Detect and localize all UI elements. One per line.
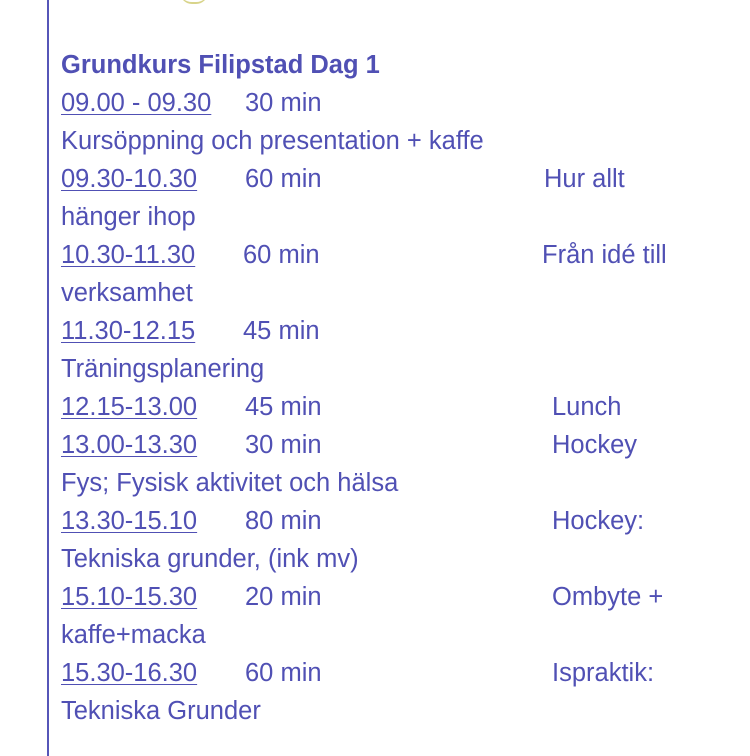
schedule-heading: Grundkurs Filipstad Dag 1: [61, 51, 380, 79]
session-title: Hockey:: [552, 507, 645, 535]
schedule-row-continuation: Tekniska Grunder: [61, 697, 261, 725]
schedule-row-continuation: Fys; Fysisk aktivitet och hälsa: [61, 469, 399, 497]
schedule-row-continuation: Tekniska grunder, (ink mv): [61, 545, 359, 573]
schedule-row: [61, 236, 731, 274]
duration: 60 min: [243, 241, 320, 269]
schedule-row: [61, 654, 731, 692]
session-title: Lunch: [552, 393, 622, 421]
left-margin-rule: [47, 0, 49, 756]
schedule-row-continuation: hänger ihop: [61, 203, 196, 231]
duration: 45 min: [243, 317, 320, 345]
duration: 20 min: [245, 583, 322, 611]
schedule-row: [61, 426, 731, 464]
session-title: Från idé till: [542, 241, 667, 269]
top-decoration: [180, 0, 208, 4]
duration: 45 min: [245, 393, 322, 421]
time-link[interactable]: 12.15-13.00: [61, 393, 198, 421]
schedule-content: [61, 46, 731, 730]
session-title: Ombyte +: [552, 583, 664, 611]
schedule-row: [61, 502, 731, 540]
time-link[interactable]: 11.30-12.15: [61, 317, 196, 345]
duration: 60 min: [245, 659, 322, 687]
time-link[interactable]: 15.30-16.30: [61, 659, 198, 687]
schedule-row: [61, 312, 731, 350]
time-link[interactable]: 09.30-10.30: [61, 165, 198, 193]
duration: 80 min: [245, 507, 322, 535]
duration: 60 min: [245, 165, 322, 193]
schedule-row-continuation: verksamhet: [61, 279, 193, 307]
schedule-row: [61, 388, 731, 426]
schedule-row-continuation: kaffe+macka: [61, 621, 206, 649]
schedule-row: [61, 578, 731, 616]
session-title: Hockey: [552, 431, 638, 459]
duration: 30 min: [245, 89, 322, 117]
schedule-row: [61, 84, 731, 122]
session-title: Hur allt: [544, 165, 625, 193]
time-link[interactable]: 10.30-11.30: [61, 241, 196, 269]
time-link[interactable]: 13.30-15.10: [61, 507, 198, 535]
time-link[interactable]: 15.10-15.30: [61, 583, 198, 611]
schedule-row-continuation: Träningsplanering: [61, 355, 265, 383]
time-link[interactable]: 09.00 - 09.30: [61, 89, 212, 117]
schedule-row: [61, 160, 731, 198]
time-link[interactable]: 13.00-13.30: [61, 431, 198, 459]
duration: 30 min: [245, 431, 322, 459]
session-title: Ispraktik:: [552, 659, 655, 687]
schedule-row-continuation: Kursöppning och presentation + kaffe: [61, 127, 484, 155]
